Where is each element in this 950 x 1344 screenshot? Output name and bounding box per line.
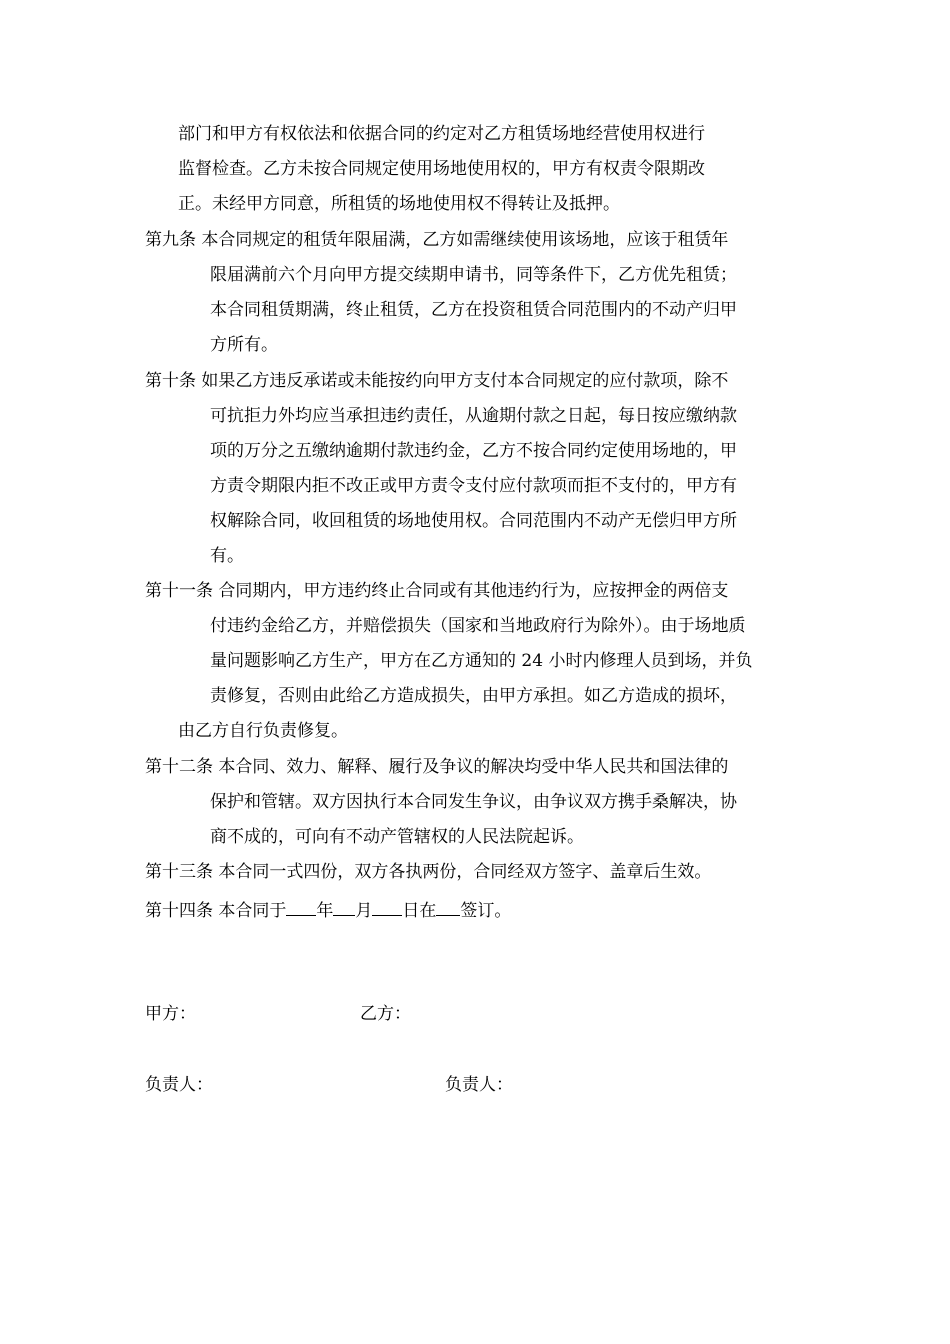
article-10-line: 权解除合同，收回租赁的场地使用权。合同范围内不动产无偿归甲方所 (210, 511, 737, 531)
day-blank (372, 897, 402, 916)
article-14-line (145, 897, 511, 922)
paragraph-line: 正。未经甲方同意，所租赁的场地使用权不得转让及抵押。 (178, 194, 620, 214)
article-10-line: 方责令期限内拒不改正或甲方责令支付应付款项而拒不支付的，甲方有 (210, 476, 737, 496)
article-10-line: 第十条 如果乙方违反承诺或未能按约向甲方支付本合同规定的应付款项，除不 (145, 371, 729, 391)
article-10-line: 有。 (210, 546, 244, 566)
article-9-line: 第九条 本合同规定的租赁年限届满，乙方如需继续使用该场地，应该于租赁年 (145, 230, 729, 250)
article-9-line: 本合同租赁期满，终止租赁，乙方在投资租赁合同范围内的不动产归甲 (210, 300, 737, 320)
article-14-suffix: 签订。 (460, 901, 512, 921)
article-9-line: 方所有。 (210, 335, 278, 355)
article-9-line: 限届满前六个月向甲方提交续期申请书，同等条件下，乙方优先租赁； (210, 265, 737, 285)
article-11-line: 量问题影响乙方生产，甲方在乙方通知的 24 小时内修理人员到场，并负 (210, 651, 753, 671)
article-13-line: 第十三条 本合同一式四份，双方各执两份，合同经双方签字、盖章后生效。 (145, 862, 712, 882)
paragraph-line: 部门和甲方有权依法和依据合同的约定对乙方租赁场地经营使用权进行 (178, 124, 705, 144)
day-label: 日在 (402, 901, 437, 921)
article-12-line: 保护和管辖。双方因执行本合同发生争议，由争议双方携手桑解决，协 (210, 792, 737, 812)
article-11-line: 第十一条 合同期内，甲方违约终止合同或有其他违约行为，应按押金的两倍支 (145, 581, 729, 601)
article-12-line: 商不成的，可向有不动产管辖权的人民法院起诉。 (210, 827, 584, 847)
year-label: 年 (316, 901, 334, 921)
article-14-prefix: 第十四条 本合同于 (145, 901, 287, 921)
year-blank (286, 897, 316, 916)
party-a-label: 甲方： (145, 1004, 196, 1024)
place-blank (436, 897, 460, 916)
party-b-label: 乙方： (360, 1004, 411, 1024)
article-11-line: 责修复，否则由此给乙方造成损失，由甲方承担。如乙方造成的损坏， (210, 686, 737, 706)
article-11-line: 付违约金给乙方，并赔偿损失（国家和当地政府行为除外）。由于场地质 (210, 616, 746, 636)
article-12-line: 第十二条 本合同、效力、解释、履行及争议的解决均受中华人民共和国法律的 (145, 757, 729, 777)
representative-b-label: 负责人： (445, 1075, 513, 1095)
article-11-line: 由乙方自行负责修复。 (178, 721, 348, 741)
paragraph-line: 监督检查。乙方未按合同规定使用场地使用权的，甲方有权责令限期改 (178, 159, 705, 179)
representative-a-label: 负责人： (145, 1075, 213, 1095)
month-blank (333, 897, 355, 916)
article-10-line: 项的万分之五缴纳逾期付款违约金，乙方不按合同约定使用场地的，甲 (210, 441, 737, 461)
month-label: 月 (355, 901, 373, 921)
article-10-line: 可抗拒力外均应当承担违约责任，从逾期付款之日起，每日按应缴纳款 (210, 406, 737, 426)
